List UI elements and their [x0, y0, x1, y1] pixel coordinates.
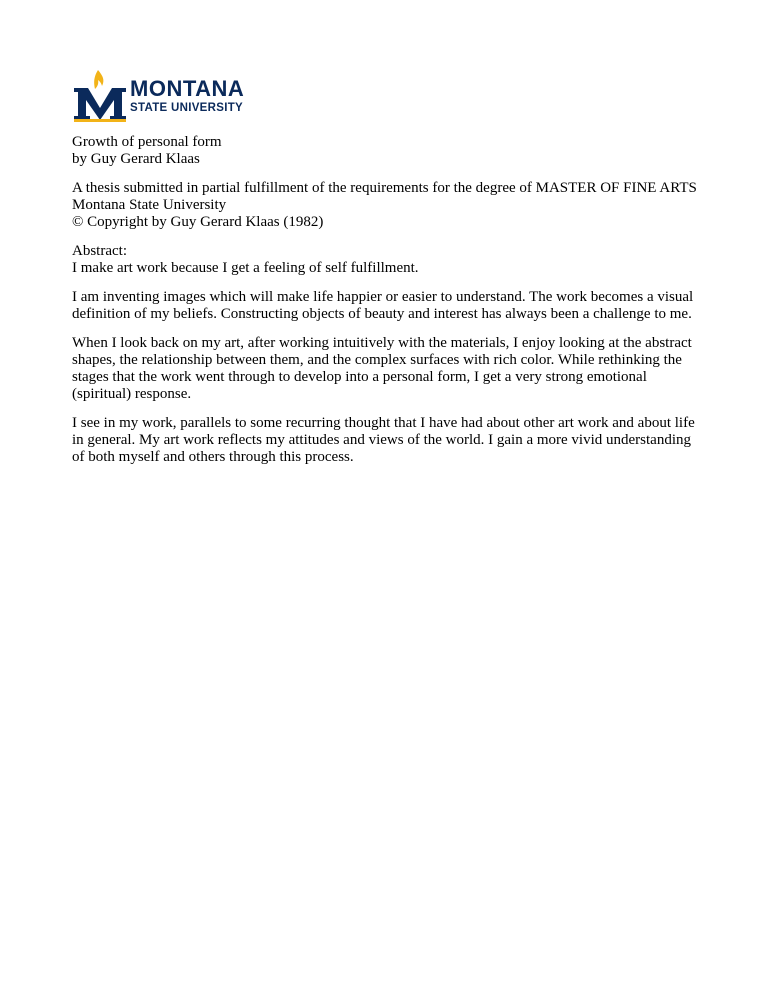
- university-logo: [72, 68, 272, 124]
- msu-m-mark-icon: [72, 68, 128, 122]
- copyright-line: © Copyright by Guy Gerard Klaas (1982): [72, 214, 324, 230]
- abstract-first-sentence: I make art work because I get a feeling of self fulfillment.: [72, 260, 419, 276]
- degree-statement: A thesis submitted in partial fulfillment of the requirements for the degree of MASTER OF FINE ARTS: [72, 180, 697, 196]
- abstract-paragraph: I see in my work, parallels to some recurring thought that I have had about other art work and about life in general. My art work reflects my attitudes and views of the world. I gain a more vivid understanding of both myself and others through this process.: [72, 415, 695, 465]
- logo-montana: MONTANA: [130, 76, 245, 101]
- institution-name: Montana State University: [72, 197, 227, 213]
- title-block: [72, 134, 698, 168]
- abstract-paragraph: I am inventing images which will make life happier or easier to understand. The work becomes a visual definition of my beliefs. Constructing objects of beauty and interest has always been a challenge to me.: [72, 289, 694, 322]
- abstract-block: [72, 243, 698, 277]
- logo-wordmark: [130, 78, 244, 115]
- abstract-paragraph: When I look back on my art, after working intuitively with the materials, I enjoy looking at the abstract shapes, the relationship between them, and the complex surfaces with rich color. While rethinking the stages that the work went through to develop into a personal form, I get a very strong emotional (spiritual) response.: [72, 335, 692, 402]
- logo-state-university: STATE UNIVERSITY: [130, 102, 243, 114]
- degree-block: [72, 180, 698, 231]
- thesis-content: [72, 134, 698, 478]
- abstract-label: Abstract:: [72, 243, 127, 259]
- thesis-author: by Guy Gerard Klaas: [72, 151, 200, 167]
- thesis-title: Growth of personal form: [72, 134, 222, 150]
